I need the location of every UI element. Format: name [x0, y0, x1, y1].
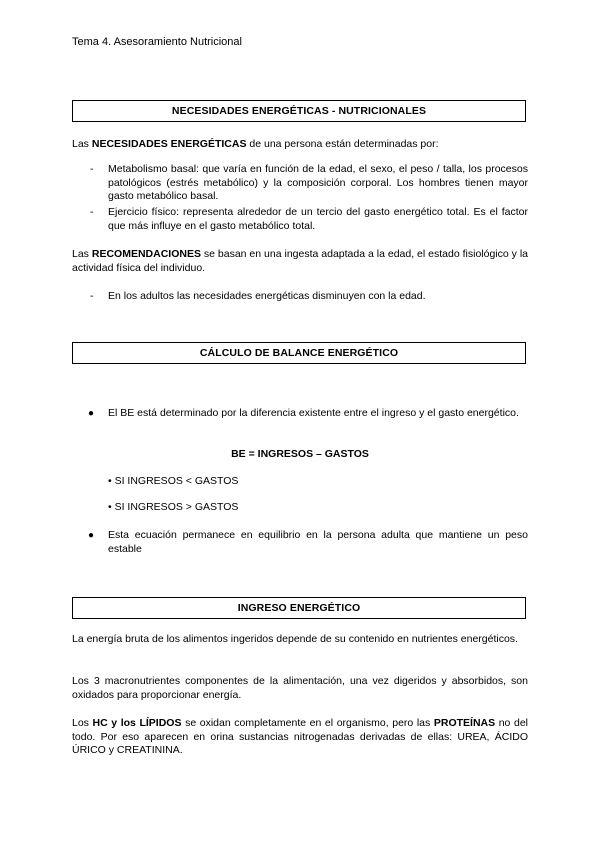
condition-line-greater: • SI INGRESOS > GASTOS: [108, 501, 239, 513]
intro-pre: Las: [72, 138, 92, 150]
dash-marker: -: [90, 163, 94, 175]
list-item: [90, 163, 528, 204]
section-title-calculo: CÁLCULO DE BALANCE ENERGÉTICO: [72, 342, 526, 364]
list-item-text: En los adultos las necesidades energéticas disminuyen con la edad.: [108, 290, 426, 302]
recom-bold: RECOMENDACIONES: [91, 248, 201, 260]
intro-paragraph: [72, 138, 528, 152]
p3-pre: Los: [72, 717, 93, 729]
list-item: [90, 290, 528, 304]
p3-bold-proteinas: PROTEÍNAS: [433, 717, 496, 729]
intro-post: de una persona están determinadas por:: [246, 138, 439, 150]
document-header-title: Tema 4. Asesoramiento Nutricional: [72, 36, 242, 48]
recom-pre: Las: [72, 248, 92, 260]
list-item-text: Metabolismo basal: que varía en función de la edad, el sexo, el peso / talla, los procesos patológicos (estrés metabólico) y la composición corporal. Los hombres tienen mayor gasto metabólico basal.: [108, 163, 528, 203]
dash-marker: -: [90, 290, 94, 302]
bullet-item: [88, 407, 528, 421]
bullet-item-text: Esta ecuación permanece en equilibrio en la persona adulta que mantiene un peso estable: [108, 529, 528, 555]
bullet-marker: ●: [88, 408, 95, 419]
ingreso-paragraph-1: La energía bruta de los alimentos ingeridos depende de su contenido en nutrientes energéticos.: [72, 633, 518, 645]
list-item-text: Ejercicio físico: representa alrededor de un tercio del gasto energético total. Es el factor que más influye en el gasto metabólico total.: [108, 206, 528, 232]
list-item: [90, 206, 528, 233]
p3-post: no del todo. Por eso aparecen en orina sustancias nitrogenadas derivadas de ellas: UREA, ÁCIDO ÚRICO y CREATININA.: [72, 717, 528, 757]
intro-bold: NECESIDADES ENERGÉTICAS: [91, 138, 247, 150]
bullet-marker: ●: [88, 530, 95, 541]
p3-bold-hc-lipidos: HC y los LÍPIDOS: [92, 717, 182, 729]
bullet-item: [88, 529, 528, 556]
recommendations-paragraph: [72, 248, 528, 275]
dash-marker: -: [90, 206, 94, 218]
p3-mid: se oxidan completamente en el organismo, pero las: [181, 717, 434, 729]
ingreso-paragraph-3: [72, 717, 528, 758]
ingreso-paragraph-2: Los 3 macronutrientes componentes de la alimentación, una vez digeridos y absorbidos, son oxidados para proporcionar energía.: [72, 675, 528, 701]
section-title-necesidades: NECESIDADES ENERGÉTICAS - NUTRICIONALES: [72, 100, 526, 122]
balance-formula: BE = INGRESOS – GASTOS: [231, 448, 369, 460]
section-title-ingreso: INGRESO ENERGÉTICO: [72, 597, 526, 619]
condition-line-less: • SI INGRESOS < GASTOS: [108, 475, 239, 487]
recom-post: se basan en una ingesta adaptada a la edad, el estado fisiológico y la actividad física del individuo.: [72, 248, 528, 274]
bullet-item-text: El BE está determinado por la diferencia existente entre el ingreso y el gasto energético.: [108, 407, 519, 419]
